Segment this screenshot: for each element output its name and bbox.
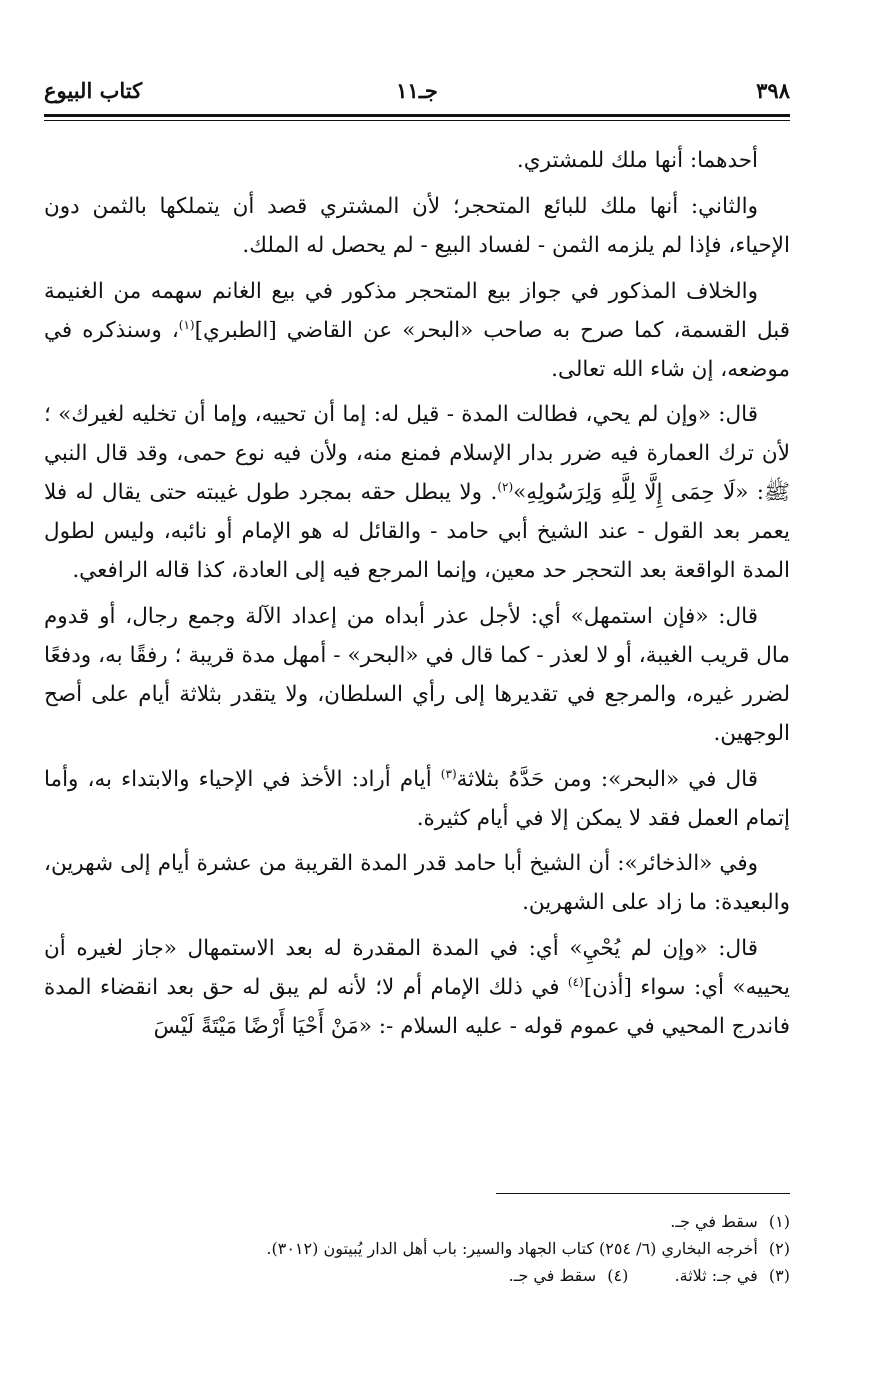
main-text bbox=[44, 142, 790, 1054]
footnotes bbox=[44, 1208, 790, 1289]
page-header bbox=[44, 72, 790, 112]
footnote-separator bbox=[496, 1193, 790, 1194]
paragraph: قال: «فإن استمهل» أي: لأجل عذر أبداه من إعداد الآلة وجمع رجال، أو قدوم مال قريب الغيبة، أو لا لعذر - كما قال في «البحر» - أمهل مدة قريبة ؛ رفقًا به، ودفعًا لضرر غيره، والمرجع في تقديرها إلى رأي السلطان، ولا يتقدر بثلاثة أيام على أصح الوجهين. bbox=[44, 603, 790, 746]
page-number: ٣٩٨ bbox=[756, 78, 790, 103]
footnote-item: (٣) في جـ: ثلاثة. (٤) سقط في جـ. bbox=[508, 1266, 790, 1285]
paragraph: وفي «الذخائر»: أن الشيخ أبا حامد قدر المدة القريبة من عشرة أيام إلى شهرين، والبعيدة: ما زاد على الشهرين. bbox=[44, 851, 790, 916]
paragraph: أحدهما: أنها ملك للمشتري. bbox=[516, 148, 758, 173]
footnote-marker[interactable]: (٣) bbox=[440, 766, 457, 781]
footnote-marker[interactable]: (٢) bbox=[497, 480, 514, 495]
footnote-item: (١) سقط في جـ. bbox=[670, 1212, 790, 1231]
paragraph: قال في «البحر»: ومن حَدَّهُ بثلاثة$^{(٣)}$ أيام أراد: الأخذ في الإحياء والابتداء به، وأما إتمام العمل فقد لا يمكن إلا في أيام كثيرة. bbox=[44, 766, 790, 831]
footnote-item: (٢) أخرجه البخاري (٦/ ٢٥٤) كتاب الجهاد والسير: باب أهل الدار يُبيتون (٣٠١٢). bbox=[266, 1239, 790, 1258]
paragraph: والخلاف المذكور في جواز بيع المتحجر مذكور في بيع الغانم سهمه من الغنيمة قبل القسمة، كما صرح به صاحب «البحر» عن القاضي [الطبري]$^{(١)}$، وسنذكره في موضعه، إن شاء الله تعالى. bbox=[44, 278, 791, 382]
footnote-marker[interactable]: (١) bbox=[178, 317, 195, 332]
header-rule bbox=[44, 114, 790, 117]
paragraph: قال: «وإن لم يُحْيِ» أي: في المدة المقدرة له بعد الاستمهال «جاز لغيره أن يحييه» أي: سواء [أذن]$^{(٤)}$ في ذلك الإمام أم لا؛ لأنه لم يبق له حق بعد انقضاء المدة فاندرج المحيي في عموم قوله - عليه السلام -: «مَنْ أَحْيَا أَرْضًا مَيْتَةً لَيْسَ bbox=[44, 936, 790, 1040]
footnote-marker[interactable]: (٤) bbox=[567, 974, 584, 989]
paragraph: قال: «وإن لم يحي، فطالت المدة - قيل له: إما أن تحييه، وإما أن تخليه لغيرك» ؛ لأن ترك العمارة فيه ضرر بدار الإسلام فمنع منه، ولأن فيه نوع حمى، وقد قال النبي ﷺ: «لَا حِمَى إِلَّا لِلَّهِ وَلِرَسُولِهِ»$^{(٢)}$. ولا يبطل حقه بمجرد طول غيبته حتى يقال له فلا يعمر بعد القول - عند الشيخ أبي حامد - والقائل له هو الإمام أو نائبه، وليس لطول المدة الواقعة بعد التحجر حد معين، وإنما المرجع فيه إلى العادة، كذا قاله الرافعي. bbox=[44, 402, 791, 584]
book-title: كتاب البيوع bbox=[44, 78, 143, 103]
paragraph: والثاني: أنها ملك للبائع المتحجر؛ لأن المشتري قصد أن يتملكها بالثمن دون الإحياء، فإذا لم يلزمه الثمن - لفساد البيع - لم يحصل له الملك. bbox=[44, 193, 790, 258]
header-rule-thin bbox=[44, 120, 790, 121]
volume-label: جـ١١ bbox=[396, 78, 438, 103]
